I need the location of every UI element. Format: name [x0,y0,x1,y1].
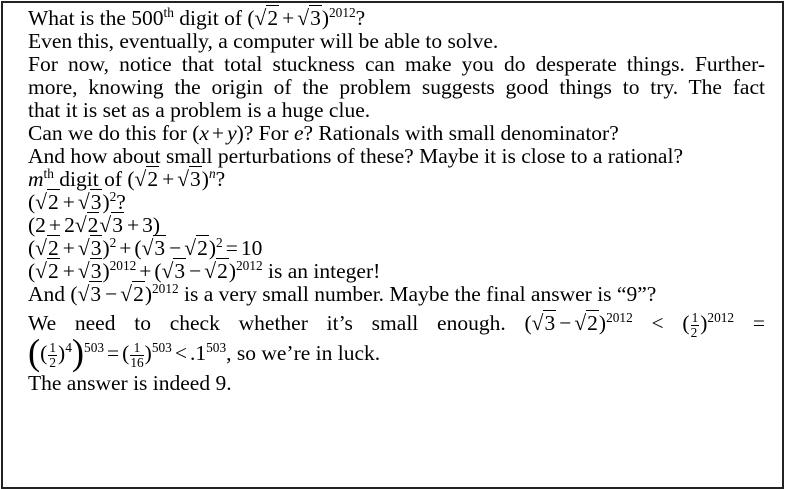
math-operator: + [62,190,75,214]
math-operator: + [282,6,295,30]
text-run: is a very small number. Maybe the final answer is “9”? [178,282,657,306]
radical-sign-icon: √ [297,6,310,30]
math-operator: + [62,259,75,283]
text-run: ) [700,311,708,335]
denominator: 2 [49,354,57,370]
superscript: 503 [206,340,227,356]
text-line [28,99,765,122]
text-run: ) [201,167,209,191]
radical-sign-icon: √ [204,259,217,283]
text-run: Can we do this for ( [28,121,200,145]
text-run: ? [355,6,366,30]
radical-sign-icon: √ [77,236,90,260]
square-root [78,258,103,283]
text-run: ) [598,311,607,335]
radicand: 3 [90,282,102,306]
text-run: ) [208,236,217,260]
square-root [99,212,124,237]
radical-sign-icon: √ [74,213,87,237]
superscript: th [43,166,54,182]
radical-sign-icon: √ [177,167,190,191]
radical-sign-icon: √ [531,311,544,335]
fraction [130,341,143,370]
square-root [162,258,187,283]
document-frame [1,1,784,489]
radicand: 2 [47,236,59,260]
radicand: 2 [47,190,59,214]
square-root [297,5,322,30]
fraction [691,311,700,340]
text-line [28,372,765,395]
square-root [35,235,60,260]
text-run: ( [28,236,36,260]
superscript: 2012 [328,5,356,21]
text-run: < [632,311,683,335]
square-root [255,5,280,30]
text-run: , so we’re in luck. [226,341,381,365]
text-line [28,237,765,260]
math-operator: + [48,213,62,237]
text-run: ) [102,236,110,260]
text-run: ? Rationals with small denominator? [303,121,619,145]
radicand: 3 [190,167,201,191]
denominator: 2 [690,324,698,340]
radicand: 3 [310,6,321,30]
text-line [28,7,765,30]
text-run: What is the 500 [28,6,164,30]
radicand: 3 [90,190,102,214]
math-operator: + [139,259,152,283]
radicand: 2 [197,236,208,260]
square-root [75,212,100,237]
text-run: is an integer! [262,259,381,283]
math-variable: m [28,167,44,191]
text-run: ( [40,341,48,365]
text-line [28,145,765,168]
math-operator: + [211,121,225,145]
text-run: digit of ( [53,167,135,191]
square-root [35,189,60,214]
math-variable: y [227,121,237,145]
big-parenthesis: ( [28,331,41,373]
text-run: ( [28,259,36,283]
radical-sign-icon: √ [77,259,90,283]
math-operator: − [189,259,202,283]
radical-sign-icon: √ [141,236,154,260]
radical-sign-icon: √ [574,311,587,335]
superscript: 2012 [109,258,137,274]
text-run: digit of ( [173,6,255,30]
square-root [35,258,60,283]
square-root [78,189,103,214]
radicand: 2 [587,311,598,335]
square-root [184,235,209,260]
radicand: 2 [133,282,144,306]
text-run: 3) [142,213,160,237]
superscript: n [208,166,216,182]
radical-sign-icon: √ [77,282,90,306]
text-line [28,191,765,214]
radicand: 2 [217,259,228,283]
text-line [28,30,765,53]
superscript: 2 [216,235,223,251]
square-root [78,235,103,260]
text-run: And ( [28,282,78,306]
text-run: ) [321,6,329,30]
square-root [142,235,167,260]
radicand: 3 [90,236,102,260]
fraction [48,341,57,370]
text-run: ( [154,259,162,283]
text-run: 2 [64,213,75,237]
text-run: ) [228,259,237,283]
radical-sign-icon: √ [77,190,90,214]
radical-sign-icon: √ [35,190,47,214]
radical-sign-icon: √ [35,259,47,283]
text-run: Even this, eventually, a computer will be able to solve. [28,29,499,53]
square-root [78,281,103,306]
math-operator: + [126,213,140,237]
math-operator: < [174,341,187,365]
text-line [28,306,765,340]
text-run: ( [122,341,130,365]
radical-sign-icon: √ [254,6,267,30]
square-root [120,281,145,306]
radical-sign-icon: √ [184,236,197,260]
math-operator: + [62,236,75,260]
text-line [28,168,765,191]
document-body [28,7,765,395]
text-run: = [734,311,765,335]
text-line [28,122,765,145]
radical-sign-icon: √ [161,259,174,283]
text-run: ? [116,190,126,214]
radicand: 2 [47,259,59,283]
superscript: 2 [109,235,117,251]
math-operator: − [169,236,182,260]
text-line [28,53,765,76]
radicand: 2 [87,213,99,237]
text-line [28,260,765,283]
square-root [135,166,160,191]
text-run: The answer is indeed 9. [28,371,232,395]
radicand: 2 [267,6,279,30]
text-run: )? For [236,121,294,145]
text-run: ) [102,259,110,283]
big-parenthesis: ) [71,331,85,373]
text-run: that it is set as a problem is a huge clue. [28,98,371,122]
superscript: 2 [109,189,117,205]
radical-sign-icon: √ [35,236,47,260]
superscript: 2012 [236,258,263,274]
text-run: For now, notice that total stuckness can make you do desperate things. Further- [28,52,765,76]
superscript: th [163,5,174,21]
radical-sign-icon: √ [134,167,147,191]
text-run: ) [144,341,152,365]
radicand: 3 [544,311,556,335]
text-line [28,283,765,306]
text-run: 10 [240,236,263,260]
text-run: ? [215,167,226,191]
math-operator: − [105,282,118,306]
math-operator: − [559,311,572,335]
text-run: ) [102,190,110,214]
text-run: .1 [189,341,207,365]
text-run: (2 [28,213,46,237]
square-root [204,258,229,283]
math-operator: = [107,341,120,365]
superscript: 503 [151,340,172,356]
text-line [28,331,765,373]
math-operator: = [225,236,238,260]
square-root [574,310,599,335]
radicand: 3 [154,236,166,260]
radical-sign-icon: √ [120,282,133,306]
text-run: ( [28,190,36,214]
superscript: 2012 [152,281,179,297]
denominator: 16 [130,354,144,370]
superscript: 4 [65,340,72,356]
math-variable: e [293,121,304,145]
square-root [532,310,557,335]
radical-sign-icon: √ [99,213,112,237]
text-run: ) [144,282,152,306]
superscript: 503 [84,340,105,356]
math-operator: + [119,236,132,260]
numerator: 1 [130,341,143,356]
radicand: 3 [90,259,102,283]
superscript: 2012 [707,310,735,326]
radicand: 3 [174,259,186,283]
text-run: ) [58,341,66,365]
text-run: ( [524,311,532,335]
radicand: 3 [112,213,123,237]
radicand: 2 [147,167,159,191]
text-run: ( [134,236,142,260]
math-variable: x [199,121,209,145]
text-run: And how about small perturbations of these? Maybe it is close to a rational? [28,144,683,168]
text-run: We need to check whether it’s small enough. [28,311,525,335]
text-run: ( [682,311,690,335]
text-run: more, knowing the origin of the problem suggests good things to try. The fact [28,75,765,99]
math-operator: + [162,167,175,191]
text-line [28,76,765,99]
square-root [177,166,202,191]
superscript: 2012 [606,310,633,326]
numerator: 1 [691,309,699,325]
text-line [28,214,765,237]
numerator: 1 [49,339,57,355]
